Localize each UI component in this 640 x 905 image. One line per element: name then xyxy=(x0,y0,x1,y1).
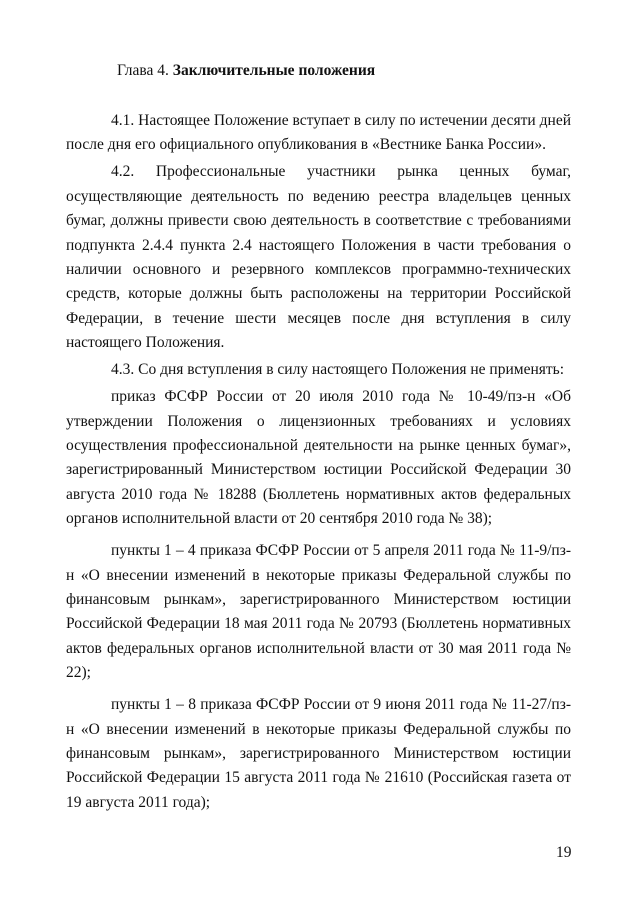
chapter-heading xyxy=(117,60,375,82)
document-body xyxy=(66,109,571,818)
paragraph-4-1: 4.1. Настоящее Положение вступает в силу по истечении десяти дней после дня его официального опубликования в «Вестнике Банка России». xyxy=(66,112,571,154)
page-number: 19 xyxy=(556,844,572,861)
chapter-title: Заключительные положения xyxy=(172,62,376,79)
chapter-number: Глава 4. xyxy=(117,62,169,79)
list-item-order-11-9: пункты 1 – 4 приказа ФСФР России от 5 апреля 2011 года № 11-9/пз-н «О внесении изменений в некоторые приказы Федеральной службы по финансовым рынкам», зарегистрированного Министерством юстиции Российской Федерации 18 мая 2011 года № 20793 (Бюллетень нормативных актов федеральных органов исполнительной власти от 30 мая 2011 года № 22); xyxy=(66,542,571,682)
list-item-order-10-49: приказ ФСФР России от 20 июля 2010 года № 10-49/пз-н «Об утверждении Положения о лицензионных требованиях и условиях осуществления профессиональной деятельности на рынке ценных бумаг», зарегистрированный Министерством юстиции Российской Федерации 30 августа 2010 года № 18288 (Бюллетень нормативных актов федеральных органов исполнительной власти от 20 сентября 2010 года № 38); xyxy=(66,388,571,528)
paragraph-4-2: 4.2. Профессиональные участники рынка ценных бумаг, осуществляющие деятельность по ведению реестра владельцев ценных бумаг, должны привести свою деятельность в соответствие с требованиями подпункта 2.4.4 пункта 2.4 настоящего Положения в части требования о наличии основного и резервного комплексов программно-технических средств, которые должны быть расположены на территории Российской Федерации, в течение шести месяцев после дня вступления в силу настоящего Положения. xyxy=(66,163,571,352)
paragraph-4-3: 4.3. Со дня вступления в силу настоящего Положения не применять: xyxy=(111,361,565,379)
list-item-order-11-27: пункты 1 – 8 приказа ФСФР России от 9 июня 2011 года № 11-27/пз-н «О внесении изменений в некоторые приказы Федеральной службы по финансовым рынкам», зарегистрированного Министерством юстиции Российской Федерации 15 августа 2011 года № 21610 (Российская газета от 19 августа 2011 года); xyxy=(66,696,571,811)
